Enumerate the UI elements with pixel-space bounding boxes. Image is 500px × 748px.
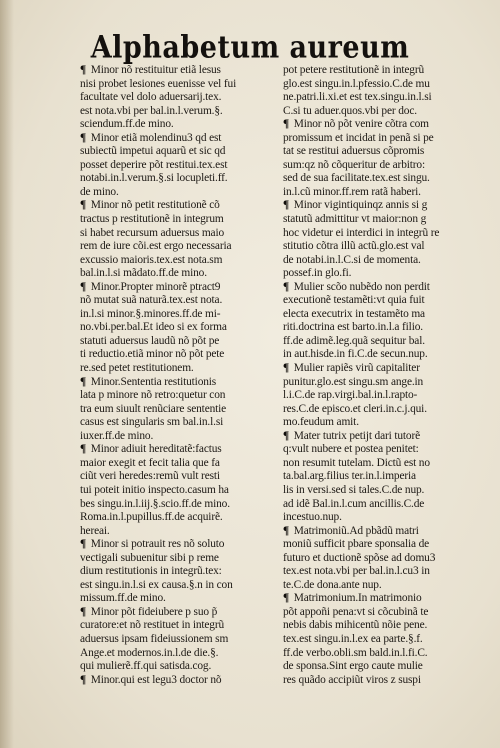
right-column-line: moniũ sufficit pbare sponsalia de [283, 538, 430, 551]
right-column-line: ¶ Mulier rapiẽs virũ capitaliter [283, 362, 420, 375]
left-column-line: lata p minore nõ retro:quetur con [80, 389, 226, 402]
left-column-line: tui poteit initio inspecto.casum ha [80, 483, 229, 496]
page-heading: Alphabetum aureum [90, 29, 410, 66]
left-column-line: re.sed petet restitutionem. [80, 362, 194, 375]
right-column-line: futuro et ductionẽ spõse ad domu3 [283, 551, 436, 564]
left-column-line: bes singu.in.l.iij.§.scio.ff.de mino. [80, 497, 230, 510]
paragraph-mark: ¶ [283, 429, 290, 442]
left-column-line: ¶ Minor adiuit hereditatẽ:factus [80, 443, 222, 456]
right-column-line: res.C.de episco.et cleri.in.c.j.qui. [283, 402, 427, 415]
right-column-line: riti.doctrina est barto.in.l.a filio. [283, 321, 423, 334]
left-column-line: in.l.si minor.§.minores.ff.de mi- [80, 307, 221, 320]
right-column-line: l.i.C.de rap.virgi.bal.in.l.rapto- [283, 389, 418, 402]
left-column-line: ciũt veri heredes:remũ vult resti [80, 470, 220, 483]
paragraph-mark: ¶ [80, 280, 87, 293]
left-column-line: nisi probet lesiones euenisse vel fui [80, 77, 237, 90]
right-column-line: ¶ Mulier scõo nubẽdo non perdit [283, 280, 430, 293]
left-column-line: casus est singularis sm bal.in.l.si [80, 416, 224, 429]
left-column-line: est singu.in.l.si ex causa.§.n in con [80, 578, 233, 591]
paragraph-mark: ¶ [80, 64, 87, 76]
right-column-line: punitur.glo.est singu.sm ange.in [283, 375, 424, 388]
left-column-line: Ange.et modernos.in.l.de die.§. [80, 646, 219, 659]
left-column-line: de mino. [80, 185, 119, 198]
paragraph-mark: ¶ [283, 524, 290, 537]
right-column-line: ff.de verbo.obli.sm bald.in.l.fi.C. [283, 646, 428, 659]
left-column-line: statuti aduersus laudũ nõ põt pe [80, 334, 220, 347]
right-column-line: ne.patri.li.xi.et est tex.singu.in.l.si [283, 91, 432, 104]
right-column-line: ¶ Mater tutrix petijt dari tutorẽ [283, 429, 421, 442]
right-column-line: statutũ admittitur vt maior:non g [283, 213, 427, 226]
left-column-line: iuxer.ff.de mino. [80, 429, 154, 442]
right-column-line: de sponsa.Sint ergo caute mulie [283, 660, 423, 673]
left-column-line: ¶ Minor põt fideiubere p suo p̃ [80, 605, 218, 618]
left-column-line: no.vbi.per.bal.Et ideo si ex forma [80, 321, 227, 334]
left-column-line: dium restitutionis in integrũ.tex: [80, 565, 222, 578]
left-column-line: notabi.in.l.verum.§.si locupleti.ff. [80, 172, 228, 185]
right-column-line: non resumit tutelam. Dictũ est no [283, 456, 430, 469]
right-column-line: ¶ Matrimoniũ.Ad pbãdũ matri [283, 524, 419, 537]
right-column-line: incestuo.nup. [283, 511, 342, 524]
right-column-line: pot petere restitutionẽ in integrũ [283, 64, 425, 76]
right-column-line: tex.est singu.in.l.ex ea parte.§.f. [283, 632, 423, 645]
paragraph-mark: ¶ [80, 605, 87, 618]
right-column-line: hoc videtur ei interdici in integrũ re [283, 226, 440, 239]
paragraph-mark: ¶ [80, 375, 87, 388]
right-column-line: lis in versi.sed si tales.C.de nup. [283, 483, 425, 496]
paragraph-mark: ¶ [80, 538, 87, 551]
left-column-line: vectigali subuenitur sibi p reme [80, 551, 219, 564]
right-column-line: nebis dabis mihicentũ nõie pene. [283, 619, 428, 632]
paragraph-mark: ¶ [283, 199, 290, 212]
left-column-line: rem de iure cõi.est ergo necessaria [80, 240, 232, 253]
left-column-line: ¶ Minor si potrauit res nõ soluto [80, 538, 225, 551]
paragraph-mark: ¶ [80, 199, 87, 212]
left-column-line: excussio maioris.tex.est nota.sm [80, 253, 223, 266]
right-column-line: ¶ Minor nõ põt venire cõtra com [283, 118, 429, 131]
right-text-column [283, 64, 487, 687]
right-column-line: ta.bal.arg.filius ter.in.l.imperia [283, 470, 416, 483]
left-column-line: facultate vel dolo aduersarij.tex. [80, 91, 222, 104]
left-column-line: ¶ Minor.Propter minorẽ ptract9 [80, 280, 221, 293]
right-column-line: q:vult nubere et postea penitet: [283, 443, 419, 456]
left-column-line: maior exegit et fecit talia que fa [80, 456, 220, 469]
right-column-line: in.l.cũ minor.ff.rem ratã haberi. [283, 185, 421, 198]
right-column-line: tex.est nota.vbi per bal.in.l.cu3 in [283, 565, 430, 578]
left-column-line: subiectũ impetui aquarũ et sic qd [80, 145, 226, 158]
paragraph-mark: ¶ [80, 131, 87, 144]
right-column-line: sum:qz nõ cõqueritur de arbitro: [283, 158, 425, 171]
left-column-line: si habet recursum aduersus maio [80, 226, 225, 239]
left-column-line: curatore:et nõ restituet in integrũ [80, 619, 225, 632]
left-text-column [80, 64, 276, 687]
left-column-line: ¶ Minor.Sententia restitutionis [80, 375, 217, 388]
left-column-line: hereai. [80, 524, 110, 537]
page-gutter-shadow [0, 0, 14, 748]
left-column-line: ti reductio.etiã minor nõ põt pete [80, 348, 225, 361]
right-column-line: põt appoñi pena:vt si cõcubinã te [283, 605, 429, 618]
left-column-line: ¶ Minor etiã molendinu3 qd est [80, 131, 222, 144]
paragraph-mark: ¶ [283, 118, 290, 131]
right-column-line: tat se restitui aduersus cõpromis [283, 145, 425, 158]
right-column-line: C.si tu aduer.quos.vbi per doc. [283, 104, 417, 117]
left-column-line: qui mulierẽ.ff.qui satisda.cog. [80, 660, 212, 673]
right-column-line: electa executrix in testamẽto ma [283, 307, 425, 320]
right-column-line: possef.in glo.fi. [283, 267, 352, 280]
paragraph-mark: ¶ [283, 280, 290, 293]
left-column-line: tra eum siuult renũciare sententie [80, 402, 227, 415]
right-column-line: stitutio cõtra illũ actũ.glo.est val [283, 240, 425, 253]
left-column-line: ¶ Minor nõ restituitur etiã lesus [80, 64, 221, 76]
left-column-line: Roma.in.l.pupillus.ff.de acquirẽ. [80, 511, 223, 524]
left-column-line: bal.in.l.si mãdato.ff.de mino. [80, 267, 207, 280]
left-column-line: tractus p restitutionẽ in integrum [80, 213, 224, 226]
right-column-line: ¶ Minor vigintiquinqz annis si g [283, 199, 428, 212]
left-column-line: est nota.vbi per bal.in.l.verum.§. [80, 104, 223, 117]
right-column-line: ad idẽ Bal.in.l.cum ancillis.C.de [283, 497, 425, 510]
right-column-line: ff.de adimẽ.leg.quã sequitur bal. [283, 334, 425, 347]
left-column-line: aduersus ipsam fideiussionem sm [80, 632, 229, 645]
right-column-line: sed de sua facilitate.tex.est singu. [283, 172, 430, 185]
left-column-line: ¶ Minor nõ petit restitutionẽ cõ [80, 199, 220, 212]
right-column-line: executionẽ testamẽti:vt quia fuit [283, 294, 425, 307]
right-column-line: mo.feudum amit. [283, 416, 359, 429]
right-column-line: de notabi.in.l.C.si de momenta. [283, 253, 421, 266]
left-column-line: ¶ Minor.qui est legu3 doctor nõ [80, 673, 222, 686]
left-column-line: sciendum.ff.de mino. [80, 118, 174, 131]
paragraph-mark: ¶ [283, 362, 290, 375]
right-column-line: glo.est singu.in.l.pfessio.C.de mu [283, 77, 430, 90]
left-column-line: missum.ff.de mino. [80, 592, 166, 605]
right-column-line: promissum et incidat in penã si pe [283, 131, 434, 144]
right-column-line: te.C.de dona.ante nup. [283, 578, 382, 591]
paragraph-mark: ¶ [80, 443, 87, 456]
right-column-line: res quãdo accipiũt viros z suspi [283, 673, 421, 686]
left-column-line: nõ mutat suã naturã.tex.est nota. [80, 294, 223, 307]
paragraph-mark: ¶ [283, 592, 290, 605]
right-column-line: in aut.hisde.in fi.C.de secun.nup. [283, 348, 428, 361]
paragraph-mark: ¶ [80, 673, 87, 686]
right-column-line: ¶ Matrimonium.In matrimonio [283, 592, 422, 605]
left-column-line: posset deperire põt restitui.tex.est [80, 158, 228, 171]
